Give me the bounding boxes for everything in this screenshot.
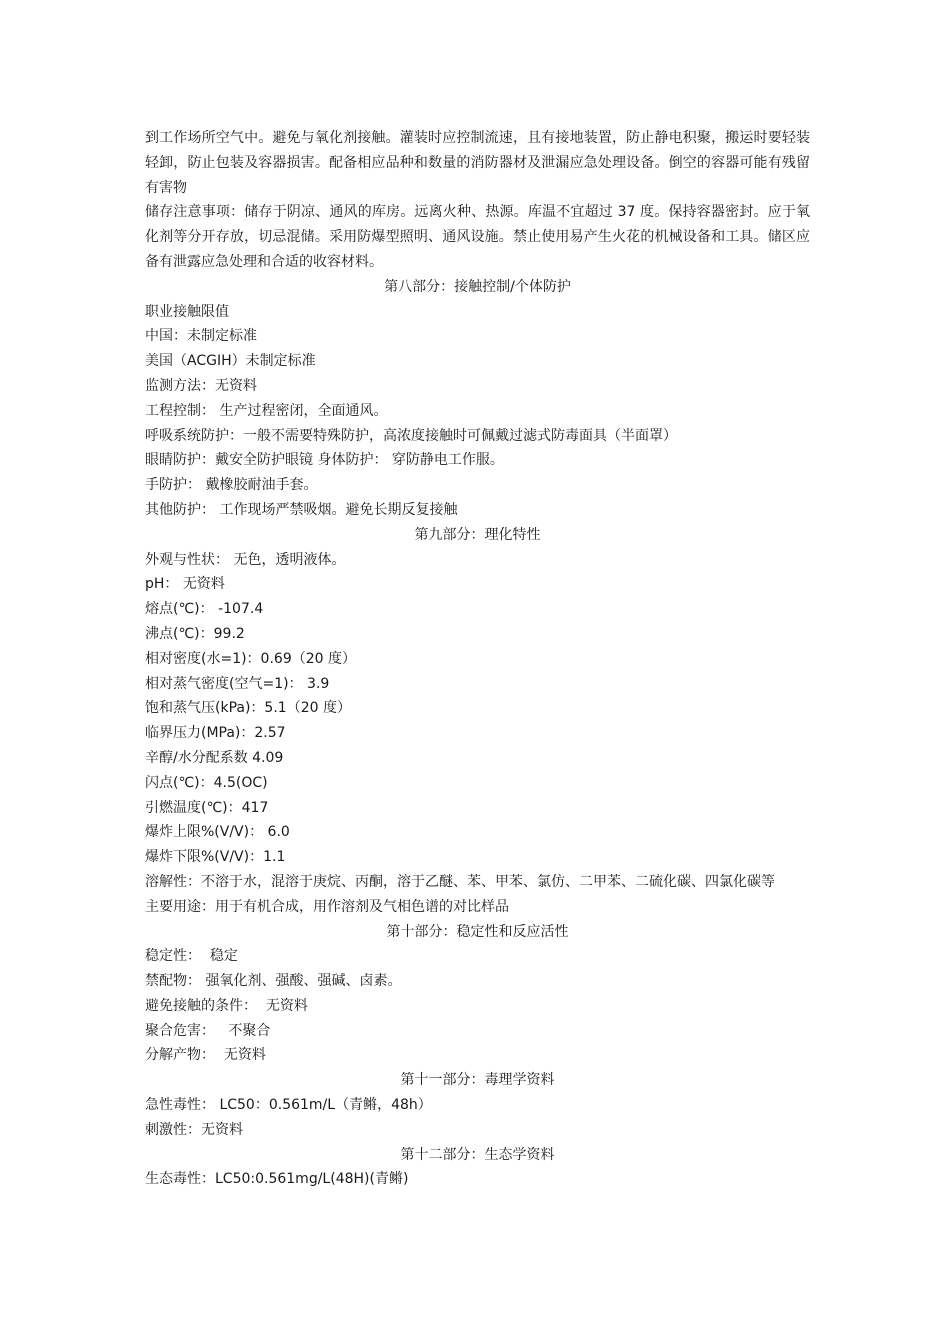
section9-line: 饱和蒸气压(kPa)：5.1（20 度） [145,700,351,717]
section10-line: 聚合危害： 不聚合 [145,1022,271,1039]
section12-heading: 第十二部分：生态学资料 [400,1146,555,1163]
section10-line: 禁配物： 强氧化剂、强酸、强碱、卤素。 [145,973,402,990]
solubility-paragraph: 溶解性：不溶于水，混溶于庚烷、丙酮，溶于乙醚、苯、甲苯、氯仿、二甲苯、二硫化碳、四氯化碳等 [145,873,775,890]
section9-line: 沸点(℃)：99.2 [145,625,245,642]
section9-line: 外观与性状： 无色，透明液体。 [145,551,346,568]
section12-line: 生态毒性：LC50:0.561mg/L(48H)(青鳉) [145,1171,409,1188]
section11-line: 刺激性：无资料 [145,1121,243,1138]
section9-line: 熔点(℃)： -107.4 [145,601,264,618]
handling-continued-paragraph: 到工作场所空气中。避免与氧化剂接触。灌装时应控制流速，且有接地装置，防止静电积聚，搬运时要轻装轻卸，防止包装及容器损害。配备相应品种和数量的消防器材及泄漏应急处理设备。倒空的容器可能有残留有害物 [145,130,810,196]
section8-line: 手防护： 戴橡胶耐油手套。 [145,477,318,494]
section9-line: 引燃温度(℃)：417 [145,799,269,816]
section8-line: 职业接触限值 [145,303,229,320]
uses-line: 主要用途：用于有机合成，用作溶剂及气相色谱的对比样品 [145,898,509,915]
section10-line: 分解产物： 无资料 [145,1047,266,1064]
section8-line: 工程控制： 生产过程密闭，全面通风。 [145,402,388,419]
section8-line: 美国（ACGIH）未制定标准 [145,353,316,370]
section9-line: 爆炸上限%(V/V)： 6.0 [145,824,290,841]
section8-line: 中国：未制定标准 [145,328,257,345]
section8-line: 其他防护： 工作现场严禁吸烟。避免长期反复接触 [145,501,458,518]
section10-line: 稳定性： 稳定 [145,948,238,965]
section11-line: 急性毒性： LC50：0.561m/L（青鳉，48h） [145,1097,432,1114]
section8-line: 呼吸系统防护：一般不需要特殊防护，高浓度接触时可佩戴过滤式防毒面具（半面罩） [145,427,677,444]
section9-line: 相对密度(水=1)：0.69（20 度） [145,650,356,667]
section8-heading: 第八部分：接触控制/个体防护 [384,278,571,295]
section10-line: 避免接触的条件： 无资料 [145,997,308,1014]
section10-heading: 第十部分：稳定性和反应活性 [386,923,569,940]
section9-line: 相对蒸气密度(空气=1)： 3.9 [145,675,330,692]
section8-line: 监测方法：无资料 [145,377,257,394]
section11-heading: 第十一部分：毒理学资料 [400,1072,555,1089]
document-body [145,126,810,1192]
section8-line: 眼睛防护：戴安全防护眼镜 身体防护： 穿防静电工作服。 [145,452,504,469]
section9-line: 临界压力(MPa)：2.57 [145,725,286,742]
section9-line: 闪点(℃)：4.5(OC) [145,774,268,791]
section9-line: pH： 无资料 [145,576,225,593]
storage-notes-paragraph: 储存注意事项：储存于阴凉、通风的库房。远离火种、热源。库温不宜超过 37 度。保持容器密封。应于氧化剂等分开存放，切忌混储。采用防爆型照明、通风设施。禁止使用易产生火花的机械设备和工具。储区应备有泄露应急处理和合适的收容材料。 [145,204,810,270]
section9-line: 爆炸下限%(V/V)：1.1 [145,849,286,866]
section9-line: 辛醇/水分配系数 4.09 [145,749,284,766]
section9-heading: 第九部分：理化特性 [414,526,541,543]
